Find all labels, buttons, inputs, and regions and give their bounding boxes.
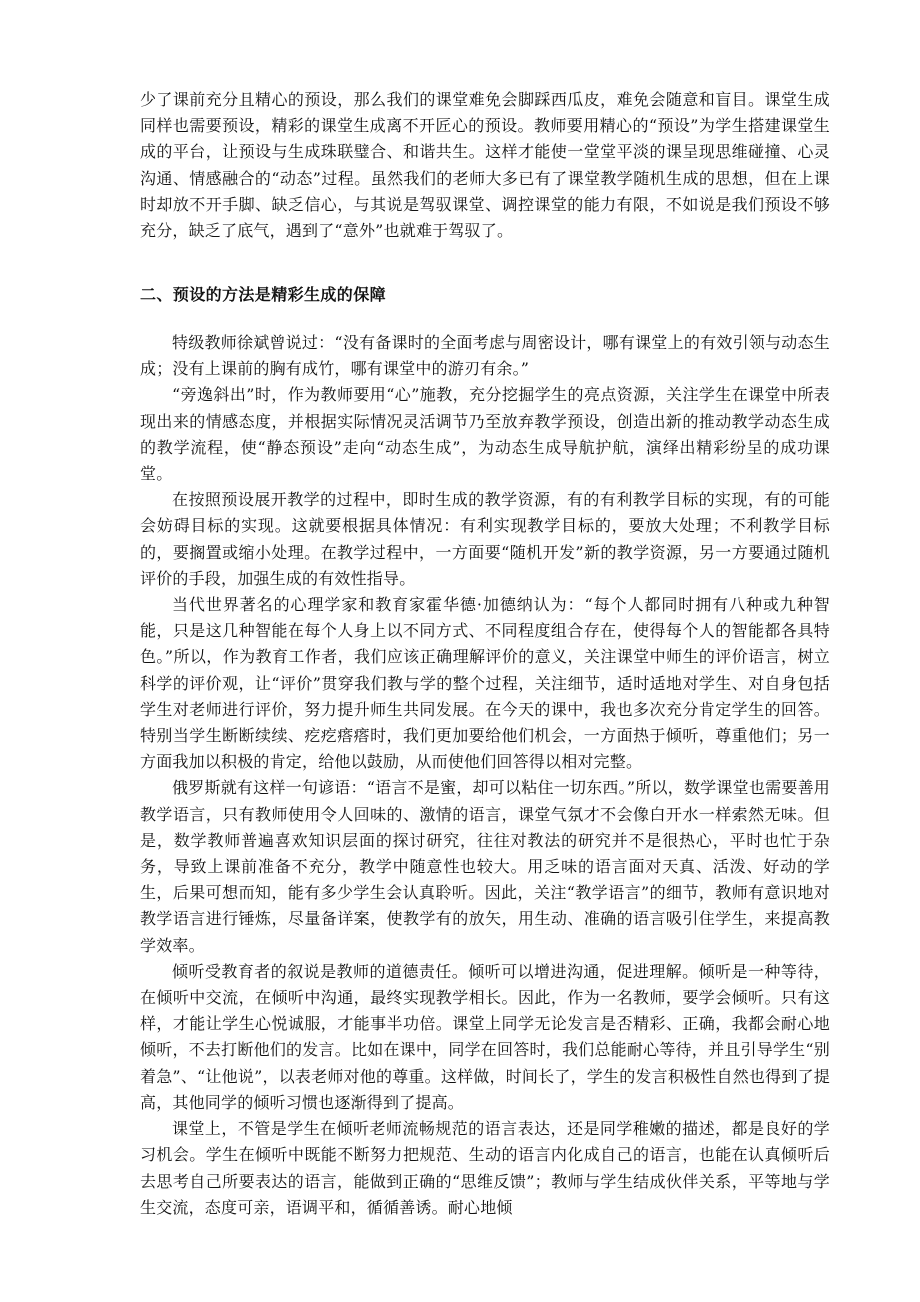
paragraph-learning-opportunity: 课堂上，不管是学生在倾听老师流畅规范的语言表达，还是同学稚嫩的描述，都是良好的学习机会。学生在倾听中既能不断努力把规范、生动的语言内化成自己的语言，也能在认真倾听后去思考自己所要表达的语言，能做到正确的“思维反馈”；教师与学生结成伙伴关系，平等地与学生交流，态度可亲，语调平和，循循善诱。耐心地倾 bbox=[140, 1119, 830, 1217]
intro-paragraph: 少了课前充分且精心的预设，那么我们的课堂难免会脚踩西瓜皮，难免会随意和盲目。课堂生成同样也需要预设，精彩的课堂生成离不开匠心的预设。教师要用精心的“预设”为学生搭建课堂生成的平台，让预设与生成珠联璧合、和谐共生。这样才能使一堂堂平淡的课呈现思维碰撞、心灵沟通、情感融合的“动态”过程。虽然我们的老师大多已有了课堂教学随机生成的思想，但在上课时却放不开手脚、缺乏信心，与其说是驾驭课堂、调控课堂的能力有限，不如说是我们预设不够充分，缺乏了底气，遇到了“意外”也就难于驾驭了。 bbox=[140, 90, 830, 241]
paragraph-quote-xubin: 特级教师徐斌曾说过：“没有备课时的全面考虑与周密设计，哪有课堂上的有效引领与动态生成；没有上课前的胸有成竹，哪有课堂中的游刃有余。” bbox=[140, 333, 830, 379]
intro-paragraph-block bbox=[140, 87, 830, 244]
paragraph-listening: 倾听受教育者的叙说是教师的道德责任。倾听可以增进沟通，促进理解。倾听是一种等待，在倾听中交流，在倾听中沟通，最终实现教学相长。因此，作为一名教师，要学会倾听。只有这样，才能让学生心悦诚服，才能事半功倍。课堂上同学无论发言是否精彩、正确，我都会耐心地倾听，不去打断他们的发言。比如在课中，同学在回答时，我们总能耐心等待，并且引导学生“别着急”、“让他说”，以表老师对他的尊重。这样做，时间长了，学生的发言积极性自然也得到了提高，其他同学的倾听习惯也逐渐得到了提高。 bbox=[140, 961, 830, 1112]
paragraph-evaluation: 当代世界著名的心理学家和教育家霍华德·加德纳认为：“每个人都同时拥有八种或九种智能，只是这几种智能在每个人身上以不同方式、不同程度组合存在，使得每个人的智能都各具特色。”所以，作为教育工作者，我们应该正确理解评价的意义，关注课堂中师生的评价语言，树立科学的评价观，让“评价”贯穿我们教与学的整个过程，关注细节，适时适地对学生、对自身包括学生对老师进行评价，努力提升师生共同发展。在今天的课中，我也多次充分肯定学生的回答。特别当学生断断续续、疙疙瘩瘩时，我们更加要给他们机会，一方面热于倾听，尊重他们；另一方面我加以积极的肯定，给他以鼓励，从而使他们回答得以相对完整。 bbox=[140, 595, 830, 772]
body-text bbox=[140, 330, 830, 1221]
paragraph-generated-resources: 在按照预设展开教学的过程中，即时生成的教学资源，有的有利教学目标的实现，有的可能会妨碍目标的实现。这就要根据具体情况：有利实现教学目标的，要放大处理；不利教学目标的，要搁置或缩小处理。在教学过程中，一方面要“随机开发”新的教学资源，另一方要通过随机评价的手段，加强生成的有效性指导。 bbox=[140, 490, 830, 588]
section-heading: 二、预设的方法是精彩生成的保障 bbox=[140, 285, 387, 304]
paragraph-teaching-with-heart: “旁逸斜出”时，作为教师要用“心”施教，充分挖掘学生的亮点资源，关注学生在课堂中所表现出来的情感态度，并根据实际情况灵活调节乃至放弃教学预设，创造出新的推动教学动态生成的教学流程，使“静态预设”走向“动态生成”，为动态生成导航护航，演绎出精彩纷呈的成功课堂。 bbox=[140, 385, 830, 484]
paragraph-teaching-language: 俄罗斯就有这样一句谚语：“语言不是蜜，却可以粘住一切东西。”所以，数学课堂也需要善用教学语言，只有教师使用令人回味的、激情的语言，课堂气氛才不会像白开水一样索然无味。但是，数学教师普遍喜欢知识层面的探讨研究，往往对教法的研究并不是很热心，平时也忙于杂务，导致上课前准备不充分，教学中随意性也较大。用乏味的语言面对天真、活泼、好动的学生，后果可想而知，能有多少学生会认真聆听。因此，关注“教学语言”的细节，教师有意识地对教学语言进行锤炼，尽量备详案，使教学有的放矢，用生动、准确的语言吸引住学生，来提高教学效率。 bbox=[140, 778, 830, 955]
